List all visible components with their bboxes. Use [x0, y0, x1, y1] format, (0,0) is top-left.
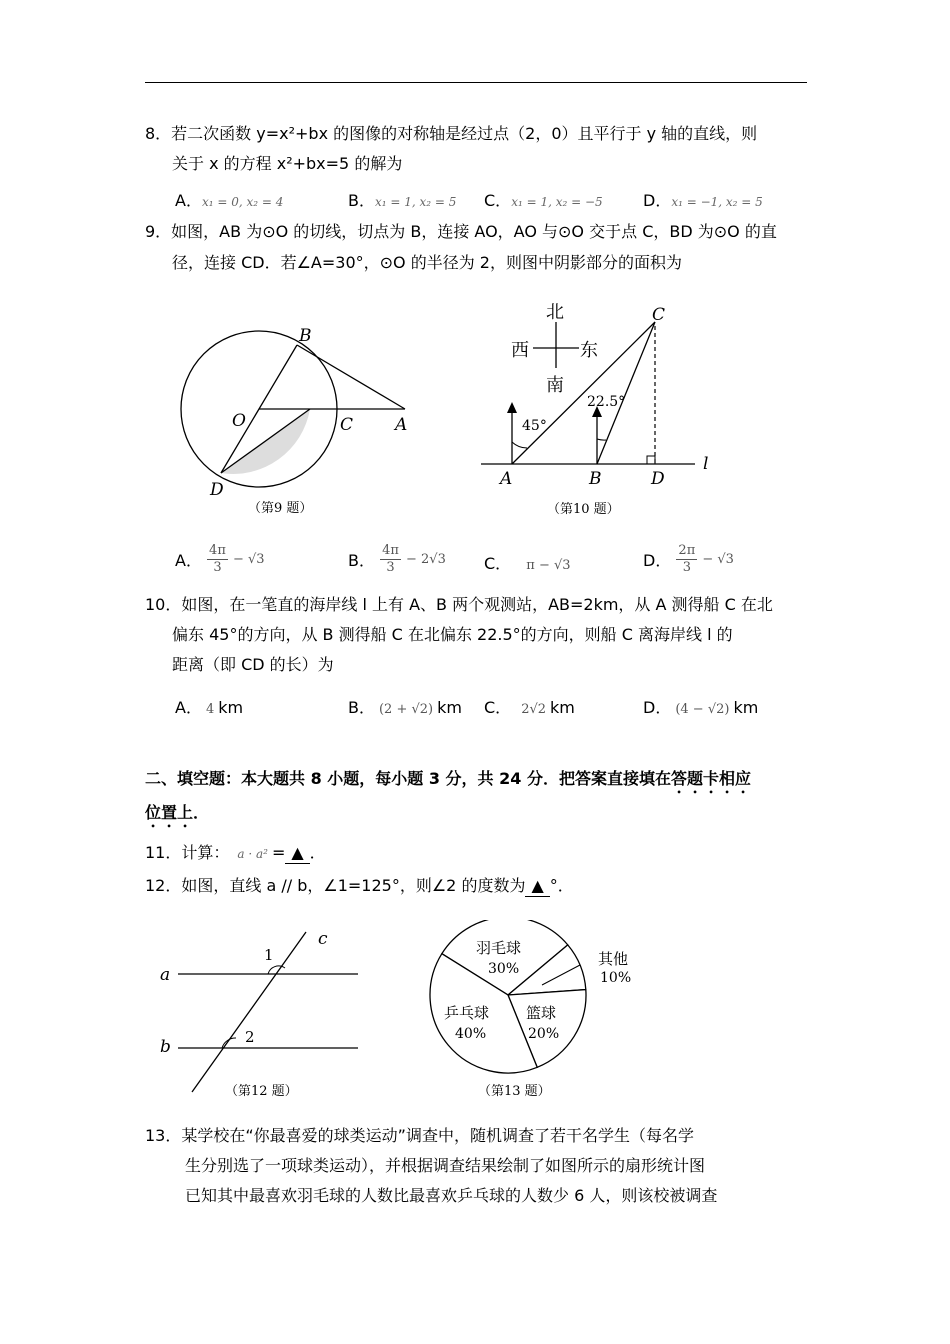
compass-east: 东: [580, 340, 598, 361]
angle-1-label: 1: [264, 946, 274, 964]
option-math: (2 + √2): [378, 702, 434, 717]
q9-option-c: [484, 551, 571, 574]
label-a: A: [500, 469, 513, 489]
option-tail: π − √3: [526, 558, 571, 573]
section2-heading-line2: [145, 803, 209, 831]
label-b: B: [589, 469, 602, 489]
slice-value-basketball: 20%: [528, 1026, 560, 1042]
option-fraction: [676, 543, 697, 576]
angle-a-label: 45°: [522, 418, 547, 434]
q12-end: °．: [549, 876, 574, 895]
label-c: c: [318, 929, 328, 949]
option-label: A．: [175, 551, 202, 570]
q8-option-d: [643, 188, 763, 211]
slice-value-pingpong: 40%: [455, 1026, 487, 1042]
option-math: 2√2: [521, 702, 547, 717]
q12-answer-blank: ▲: [525, 876, 549, 897]
option-unit: km: [733, 698, 759, 717]
q10-text-line2: 偏东 45°的方向，从 B 测得船 C 在北偏东 22.5°的方向，则船 C 离海岸线 l 的: [172, 625, 733, 644]
q11-prefix: 11．计算：: [145, 843, 230, 862]
option-label: D．: [643, 551, 672, 570]
option-unit: km: [437, 698, 462, 717]
option-fraction: [380, 543, 401, 576]
label-a: A: [395, 415, 408, 435]
q9-text-line1: 9．如图，AB 为⊙O 的切线，切点为 B，连接 AO，AO 与⊙O 交于点 C，BD 为⊙O 的直: [145, 222, 777, 241]
q10-text-line1: 10．如图，在一笔直的海岸线 l 上有 A、B 两个观测站，AB=2km，从 A 测得船 C 在北: [145, 595, 773, 614]
option-math: x₁ = −1, x₂ = 5: [671, 195, 763, 209]
line-bc: [597, 322, 655, 464]
label-c: C: [340, 415, 354, 435]
figure-10-caption: （第10 题）: [547, 502, 620, 517]
q13-text-line3: 已知其中最喜欢羽毛球的人数比最喜欢乒乓球的人数少 6 人，则该校被调查: [185, 1186, 718, 1205]
fraction-den: 3: [682, 560, 691, 575]
option-label: B．: [348, 191, 375, 210]
tangent-ab: [297, 345, 405, 409]
fraction-den: 3: [213, 560, 222, 575]
label-a: a: [160, 965, 171, 985]
q8-option-a: [175, 188, 283, 211]
figure-10: [475, 296, 725, 521]
q8-option-c: [484, 188, 603, 211]
figure-9: [170, 318, 430, 518]
q11-text: [145, 843, 326, 864]
slice-value-badminton: 30%: [488, 961, 520, 977]
section2-heading-emphasis: 答题卡相应: [670, 769, 751, 788]
label-l: l: [703, 454, 709, 474]
label-c: C: [652, 305, 666, 325]
arrowhead-a: [507, 402, 517, 413]
section2-heading-end: ．: [193, 803, 210, 822]
label-d: D: [651, 469, 665, 489]
q9-option-d: [643, 543, 734, 576]
fraction-den: 3: [386, 560, 395, 575]
option-math: x₁ = 1, x₂ = 5: [374, 195, 457, 209]
q10-option-d: [643, 695, 758, 718]
q8-text-line1: 8．若二次函数 y=x²+bx 的图像的对称轴是经过点（2，0）且平行于 y 轴的直线，则: [145, 124, 758, 143]
option-tail: − √3: [232, 552, 265, 567]
figure-13-pie-chart: [420, 920, 650, 1105]
option-unit: km: [550, 698, 575, 717]
q10-option-c: [484, 695, 575, 718]
fraction-num: 4π: [382, 543, 399, 558]
section2-heading-emphasis: 位置上: [145, 803, 194, 822]
q9-option-a: [175, 543, 265, 576]
angle-2-label: 2: [245, 1028, 255, 1046]
option-math: (4 − √2): [675, 702, 730, 717]
option-label: A．: [175, 191, 202, 210]
option-label: C．: [484, 191, 512, 210]
figure-12-caption: （第12 题）: [225, 1084, 298, 1099]
q10-option-a: [175, 695, 243, 718]
q10-text-line3: 距离（即 CD 的长）为: [172, 655, 334, 674]
label-o: O: [232, 411, 246, 431]
option-label: A．: [175, 698, 202, 717]
q9-option-b: [348, 543, 446, 576]
option-math: x₁ = 1, x₂ = −5: [511, 195, 603, 209]
fraction-num: 4π: [209, 543, 226, 558]
slice-label-pingpong: 乒乓球: [444, 1004, 490, 1022]
slice-label-basketball: 篮球: [526, 1004, 557, 1022]
q12-prefix: 12．如图，直线 a // b，∠1=125°，则∠2 的度数为: [145, 876, 526, 895]
option-fraction: [207, 543, 228, 576]
figure-13-caption: （第13 题）: [478, 1084, 551, 1099]
section2-heading-line1: [145, 769, 751, 797]
option-label: B．: [348, 551, 375, 570]
slice-value-other: 10%: [600, 970, 632, 986]
q13-text-line1: 13．某学校在“你最喜爱的球类运动”调查中，随机调查了若干名学生（每名学: [145, 1126, 694, 1145]
line-c: [192, 932, 306, 1092]
option-unit: km: [218, 698, 244, 717]
slice-label-other: 其他: [598, 950, 629, 968]
q12-text: [145, 876, 574, 897]
q11-math: a · a²: [237, 847, 268, 861]
option-label: B．: [348, 698, 375, 717]
q9-text-line2: 径，连接 CD．若∠A=30°，⊙O 的半径为 2，则图中阴影部分的面积为: [172, 253, 682, 272]
figure-12: [150, 920, 370, 1105]
angle-arc-b: [597, 439, 606, 440]
right-angle-mark: [647, 456, 655, 464]
option-tail: − √3: [702, 552, 734, 567]
option-label: C．: [484, 554, 512, 573]
section2-heading-text: 二、填空题：本大题共 8 小题，每小题 3 分，共 24 分．把答案直接填在: [145, 769, 671, 788]
q11-eq: =: [271, 843, 286, 862]
option-label: C．: [484, 698, 512, 717]
label-b: B: [299, 326, 312, 346]
q11-answer-blank: ▲: [285, 843, 309, 864]
q8-text-line2: 关于 x 的方程 x²+bx=5 的解为: [172, 154, 403, 173]
fraction-num: 2π: [678, 543, 696, 558]
compass-south: 南: [546, 375, 564, 396]
option-label: D．: [643, 191, 672, 210]
q8-option-b: [348, 188, 456, 211]
q13-text-line2: 生分别选了一项球类运动），并根据调查结果绘制了如图所示的扇形统计图: [185, 1156, 706, 1175]
header-rule: [145, 82, 807, 83]
label-b: b: [160, 1037, 171, 1057]
angle-b-label: 22.5°: [587, 394, 626, 410]
label-d: D: [210, 480, 224, 500]
option-tail: − 2√3: [406, 552, 446, 567]
option-math: 4: [205, 702, 215, 717]
option-math: x₁ = 0, x₂ = 4: [201, 195, 284, 209]
angle-arc-a: [512, 442, 527, 448]
compass-north: 北: [546, 302, 564, 323]
slice-label-badminton: 羽毛球: [476, 939, 522, 957]
q11-end: ．: [309, 843, 326, 862]
compass-west: 西: [511, 340, 529, 361]
figure-9-caption: （第9 题）: [248, 501, 313, 516]
q10-option-b: [348, 695, 462, 718]
option-label: D．: [643, 698, 672, 717]
